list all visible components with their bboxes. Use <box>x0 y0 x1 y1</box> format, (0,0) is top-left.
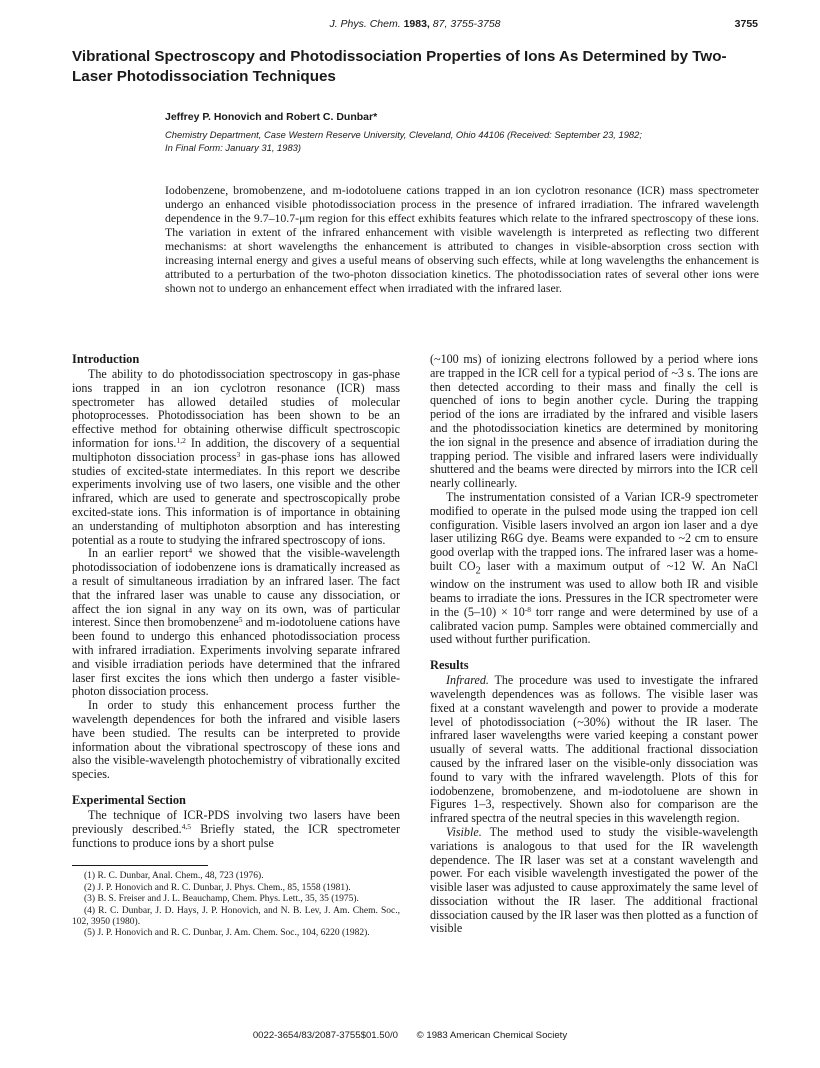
footnote-rule <box>72 865 208 866</box>
page-footer <box>0 1030 820 1041</box>
experimental-heading: Experimental Section <box>72 792 186 807</box>
left-column <box>72 352 400 940</box>
reference-3: (3) B. S. Freiser and J. L. Beauchamp, Chem. Phys. Lett., 35, 35 (1975). <box>84 894 359 905</box>
abstract: Iodobenzene, bromobenzene, and m-iodotoluene cations trapped in an ion cyclotron resonance (ICR) mass spectrometer undergo an enhanced visible photodissociation process in the presence of infrared irradiation. The infrared wavelength dependence in the 9.7–10.7-μm region for this effect exhibits features which relate to the infrared spectroscopy of these ions. The variation in extent of the infrared enhancement with visible wavelength is interpreted as reflecting two different mechanisms: at short wavelengths the enhancement is attributed to changes in visible-absorption cross section with increasing internal energy and gives a useful means of observing such effects, while at long wavelengths the enhancement is attributed to a perturbation of the two-photon dissociation kinetics. The photodissociation rates of several other ions were shown not to undergo an enhancement effect when irradiated with the infrared laser. <box>165 183 759 295</box>
exp-p2-text-b: laser with a maximum output of ~12 W. An NaCl window on the instrument was used to allow both IR and visible beams to irradiate the ions. Pressures in the ICR spectrometer were in the (5–10) × 10 <box>430 558 759 619</box>
exp-p1-text-a: The technique of ICR-PDS involving two lasers have been previously described. <box>72 807 400 836</box>
page-number: 3755 <box>734 18 758 30</box>
exp-p2-text-c: torr range and were determined by use of a calibrated vacion pump. Samples were obtained commercially and used without further purification. <box>430 604 758 647</box>
journal-pages: 3755-3758 <box>450 18 501 30</box>
experimental-paragraph-1 <box>72 809 400 850</box>
intro-p1-text-a: The ability to do photodissociation spectroscopy in gas-phase ions trapped in an ion cyclotron resonance (ICR) mass spectrometer has allowed detailed studies of molecular photoprocesses. Photodissociation has been shown to be an effective method for obtaining otherwise difficult spectroscopic information for ions. <box>72 367 400 450</box>
references <box>72 871 400 939</box>
journal-year: 1983, <box>403 18 430 30</box>
citation-1-2: 1,2 <box>176 435 186 445</box>
reference-1: (1) R. C. Dunbar, Anal. Chem., 48, 723 (1976). <box>84 871 264 882</box>
introduction-heading: Introduction <box>72 352 140 366</box>
affiliation-line-1: Chemistry Department, Case Western Reserve University, Cleveland, Ohio 44106 (Received: September 23, 1982; <box>165 129 642 140</box>
visible-text: The method used to study the visible-wavelength variations is analogous to that used for the IR wavelength dependence. The IR laser was set at a constant wavelength and power. For each visible wavelength investigated the power of the visible laser was adjusted to cause approximately the same level of dissociation without the IR laser. The additional fractional dissociation caused by the IR laser was then plotted as a function of visible <box>430 824 758 936</box>
pressure-exponent: -8 <box>524 604 531 614</box>
intro-p2-text-a: In an earlier report <box>88 546 189 561</box>
exp-p2-text-a: The instrumentation consisted of a Varian ICR-9 spectrometer modified to operate in the pulsed mode using the trapped ion cell configuration. Visible lasers involved an argon ion laser and a dye laser utilizing R6G dye. Beams were expanded to ~2 cm to ensure good overlap with the trapped ions. The infrared laser was a home-built CO <box>430 489 758 573</box>
footer-copyright: © 1983 American Chemical Society <box>416 1030 568 1041</box>
citation-4: 4 <box>188 546 193 556</box>
affiliation <box>165 128 725 154</box>
citation-4-5: 4,5 <box>181 821 192 831</box>
intro-paragraph-1 <box>72 368 400 547</box>
experimental-paragraph-1-continued: (~100 ms) of ionizing electrons followed by a period where ions are trapped in the ICR cell for a typical period of ~3 s. The ions are then detected according to their mass and finally the cell is quenched of ions to begin another cycle. During the trapping period of the ions are irradiated by the infrared and visible lasers and the photodissociation kinetics are determined by monitoring the ion signal in the presence and absence of irradiation during the trapping period. The visible and infrared lasers were individually shuttered and the beams were directed by mirrors into the ICR cell nearly collinearly. <box>430 352 758 491</box>
running-header <box>72 18 758 34</box>
journal-name: J. Phys. Chem. <box>329 18 401 30</box>
results-infrared-paragraph <box>430 674 758 826</box>
visible-label: Visible. <box>446 824 482 839</box>
journal-citation <box>72 18 758 30</box>
right-column <box>430 353 758 936</box>
authors: Jeffrey P. Honovich and Robert C. Dunbar* <box>165 111 378 123</box>
reference-4: (4) R. C. Dunbar, J. D. Hays, J. P. Honovich, and N. B. Lev, J. Am. Chem. Soc., 102, 3950 (1980). <box>72 905 400 927</box>
journal-volume: 87, <box>432 18 448 30</box>
citation-5: 5 <box>238 615 243 625</box>
article-title: Vibrational Spectroscopy and Photodissociation Properties of Ions As Determined by Two-Laser Photodissociation Techniques <box>72 48 727 85</box>
affiliation-line-2: In Final Form: January 31, 1983) <box>165 142 302 153</box>
intro-paragraph-3: In order to study this enhancement process further the wavelength dependences for both the infrared and visible lasers have been studied. The results can be interpreted to provide information about the vibrational spectroscopy of these ions and also the visible-wavelength photochemistry of vibrationally excited species. <box>72 698 400 782</box>
citation-3: 3 <box>236 449 241 459</box>
intro-p1-text-c: in gas-phase ions has allowed studies of excited-state intermediates. In this report we describe experiments involving use of two lasers, one visible and the other infrared, which are used to generate and spectroscopically probe excited-state ions. This information is of importance in obtaining an understanding of multiphoton absorption and has interesting potential as a route to studying the infrared spectroscopy of ions. <box>72 449 400 547</box>
results-heading: Results <box>430 658 469 673</box>
intro-p2-text-b: we showed that the visible-wavelength photodissociation of iodobenzene ions is dramatically increased as a result of simultaneous irradiation by an infrared laser. The fact that the infrared laser was unable to cause any dissociation, or affect the ion signal in any way on its own, was of particular interest. Since then bromobenzene <box>72 546 400 630</box>
infrared-label: Infrared. <box>446 673 489 688</box>
reference-5: (5) J. P. Honovich and R. C. Dunbar, J. Am. Chem. Soc., 104, 6220 (1982). <box>84 928 370 939</box>
experimental-paragraph-2 <box>430 491 758 647</box>
co2-subscript: 2 <box>475 565 481 577</box>
reference-2: (2) J. P. Honovich and R. C. Dunbar, J. Phys. Chem., 85, 1558 (1981). <box>84 882 351 893</box>
intro-p1-text-b: In addition, the discovery of a sequential multiphoton dissociation process <box>72 435 400 464</box>
intro-p2-text-c: and m-iodotoluene cations have been found to undergo this enhanced photodissociation process with infrared irradiation. Experiments involving separate infrared and visible irradiation periods have determined that the infrared laser first excites the ions which then undergo a faster visible-photon dissociation process. <box>72 615 400 699</box>
infrared-text: The procedure was used to investigate the infrared wavelength dependences was as follows. The visible laser was fixed at a constant wavelength and power to provide a moderate level of photodissociation (~30%) without the IR laser. The infrared laser wavelengths were varied keeping a constant power usually of several watts. The additional fractional dissociation caused by the infrared laser on the visible-only dissociation was found to vary with the infrared wavelength. Plots of this for iodobenzene, bromobenzene, and m-iodotoluene are shown in Figures 1–3, respectively. Shown also for comparison are the infrared spectra of the neutral species in this wavelength region. <box>430 673 758 826</box>
footer-code: 0022-3654/83/2087-3755$01.50/0 <box>252 1030 398 1041</box>
intro-paragraph-2 <box>72 547 400 699</box>
exp-p1-text-b: Briefly stated, the ICR spectrometer functions to produce ions by a short pulse <box>72 821 400 850</box>
results-visible-paragraph <box>430 826 758 936</box>
